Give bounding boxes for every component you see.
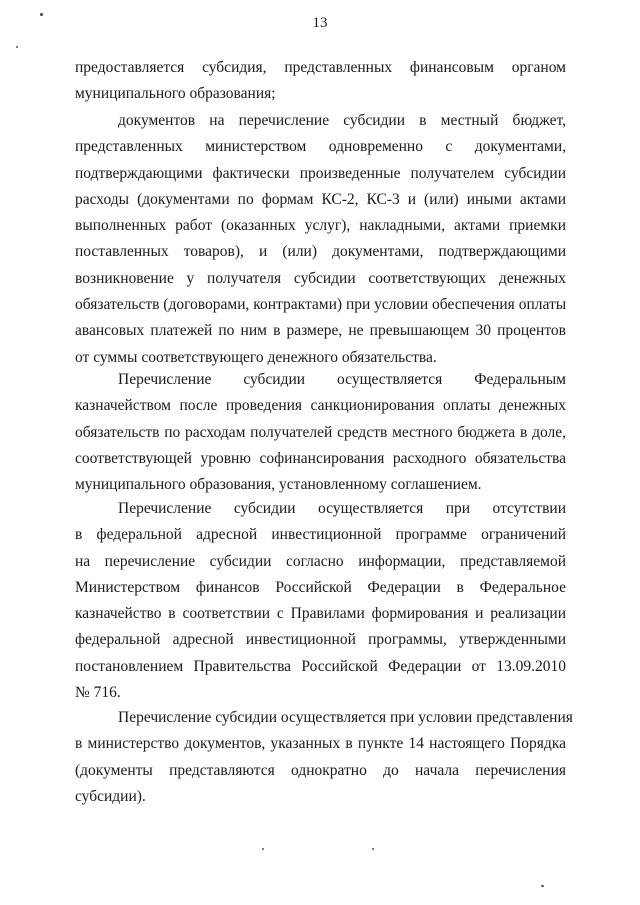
paragraph-treasury-transfer — [75, 367, 566, 498]
scan-speck — [541, 885, 544, 887]
text-line: Перечисление субсидии осуществляется при условии представления — [118, 709, 573, 726]
text-line: соответствующей уровню софинансирования расходного обязательства — [75, 449, 566, 467]
text-line: расходы (документами по формам КС-2, КС-3 и (или) иными актами — [75, 190, 566, 208]
paragraph-continuation — [75, 55, 566, 108]
text-line: в министерство документов, указанных в пункте 14 настоящего Порядка — [75, 735, 566, 753]
text-line: предоставляется субсидия, представленных финансовым органом — [75, 59, 566, 76]
text-line: поставленных товаров), и (или) документами, подтверждающими — [75, 243, 566, 261]
text-line: федеральной адресной инвестиционной программы, утвержденными — [75, 631, 566, 649]
text-line: казначейством после проведения санкционирования оплаты денежных — [75, 397, 566, 415]
text-line: от суммы соответствующего денежного обязательства. — [75, 348, 437, 366]
paragraph-documents — [75, 108, 566, 371]
text-line: муниципального образования, установленному соглашением. — [75, 476, 482, 494]
paragraph-investment-program — [75, 496, 566, 706]
scan-speck — [16, 46, 18, 48]
text-line: авансовых платежей по ним в размере, не превышающем 30 процентов — [75, 322, 566, 340]
text-line: (документы представляются однократно до начала перечисления — [75, 761, 566, 779]
scan-speck — [262, 848, 264, 850]
text-line: обязательств по расходам получателей средств местного бюджета в доле, — [75, 423, 566, 441]
text-line: обязательств (договорами, контрактами) при условии обеспечения оплаты — [75, 296, 567, 314]
text-line: Перечисление субсидии осуществляется Федеральным — [118, 371, 566, 388]
page-number: 13 — [312, 15, 328, 31]
text-line: на перечисление субсидии согласно информации, представляемой — [75, 552, 566, 570]
text-line: муниципального образования; — [75, 85, 276, 103]
text-line: представленных министерством одновременно с документами, — [75, 138, 566, 156]
text-line: выполненных работ (оказанных услуг), накладными, актами приемки — [75, 217, 566, 235]
text-line: документов на перечисление субсидии в местный бюджет, — [118, 112, 566, 129]
text-line: Перечисление субсидии осуществляется при отсутствии — [118, 500, 566, 517]
paragraph-documents-submission — [75, 705, 573, 810]
scan-speck — [372, 848, 374, 850]
text-line: возникновение у получателя субсидии соответствующих денежных — [75, 269, 566, 287]
text-line: субсидии). — [75, 787, 146, 805]
text-line: в федеральной адресной инвестиционной программе ограничений — [75, 526, 566, 544]
text-line: Министерством финансов Российской Федерации в Федеральное — [75, 578, 566, 596]
text-line: постановлением Правительства Российской Федерации от 13.09.2010 — [75, 657, 566, 675]
scan-speck — [40, 13, 43, 16]
text-line: № 716. — [75, 684, 121, 702]
text-line: подтверждающими фактически произведенные получателем субсидии — [75, 164, 566, 182]
text-line: казначейство в соответствии с Правилами формирования и реализации — [75, 605, 566, 623]
